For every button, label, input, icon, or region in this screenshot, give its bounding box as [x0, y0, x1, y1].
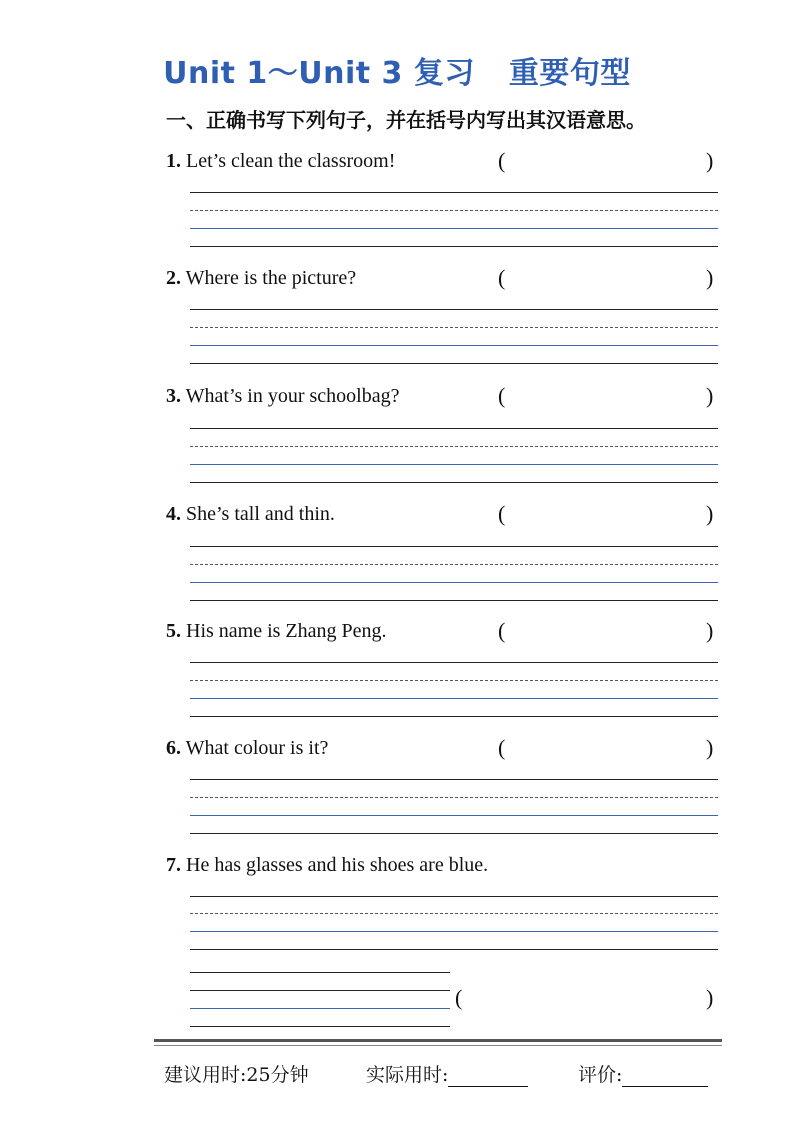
footer-divider [154, 1039, 722, 1042]
question-number: 1. [166, 150, 181, 172]
question-number: 5. [166, 620, 181, 642]
title-topic: 重要句型 [508, 56, 631, 91]
answer-paren-close: ) [706, 618, 714, 643]
question-text: He has glasses and his shoes are blue. [186, 854, 489, 876]
writing-line[interactable] [190, 913, 718, 914]
writing-line[interactable] [190, 1026, 450, 1027]
question-6 [166, 737, 328, 760]
writing-line[interactable] [190, 600, 718, 601]
suggested-time: 建议用时:25分钟 [164, 1064, 309, 1086]
question-text: She’s tall and thin. [186, 503, 335, 525]
writing-line[interactable] [190, 210, 718, 211]
actual-time [366, 1060, 528, 1087]
writing-line[interactable] [190, 192, 718, 193]
writing-line[interactable] [190, 949, 718, 950]
writing-line[interactable] [190, 698, 718, 699]
writing-line[interactable] [190, 896, 718, 897]
writing-line[interactable] [190, 972, 450, 973]
answer-paren-close: ) [706, 265, 714, 290]
writing-line[interactable] [190, 1008, 450, 1009]
writing-line[interactable] [190, 833, 718, 834]
answer-paren-open[interactable]: ( [498, 735, 506, 760]
answer-paren-close: ) [706, 985, 714, 1010]
question-number: 6. [166, 737, 181, 759]
question-3 [166, 385, 399, 408]
question-5 [166, 620, 387, 643]
question-number: 4. [166, 503, 181, 525]
answer-paren-open[interactable]: ( [498, 618, 506, 643]
answer-paren-open[interactable]: ( [498, 501, 506, 526]
writing-line[interactable] [190, 482, 718, 483]
footer-divider-thin [154, 1045, 722, 1046]
writing-line[interactable] [190, 464, 718, 465]
writing-line[interactable] [190, 931, 718, 932]
writing-line[interactable] [190, 309, 718, 310]
answer-paren-open[interactable]: ( [498, 148, 506, 173]
writing-line[interactable] [190, 228, 718, 229]
writing-line[interactable] [190, 582, 718, 583]
answer-paren-close: ) [706, 735, 714, 760]
evaluation [578, 1060, 708, 1087]
question-1 [166, 150, 395, 173]
evaluation-label: 评价: [578, 1064, 623, 1086]
question-number: 3. [166, 385, 181, 407]
evaluation-blank[interactable] [622, 1068, 708, 1087]
writing-line[interactable] [190, 564, 718, 565]
actual-time-blank[interactable] [448, 1068, 528, 1087]
writing-line[interactable] [190, 428, 718, 429]
answer-paren-close: ) [706, 501, 714, 526]
page-title [0, 48, 794, 92]
question-text: What colour is it? [185, 737, 329, 759]
question-7 [166, 854, 488, 877]
writing-line[interactable] [190, 815, 718, 816]
answer-paren-close: ) [706, 148, 714, 173]
question-number: 2. [166, 267, 181, 289]
writing-line[interactable] [190, 446, 718, 447]
question-4 [166, 503, 335, 526]
question-2 [166, 267, 356, 290]
writing-line[interactable] [190, 363, 718, 364]
answer-paren-open[interactable]: ( [498, 383, 506, 408]
actual-time-label: 实际用时: [366, 1064, 449, 1086]
writing-line[interactable] [190, 662, 718, 663]
writing-line[interactable] [190, 716, 718, 717]
writing-line[interactable] [190, 327, 718, 328]
question-text: Where is the picture? [185, 267, 357, 289]
writing-line[interactable] [190, 779, 718, 780]
writing-line[interactable] [190, 680, 718, 681]
answer-paren-close: ) [706, 383, 714, 408]
question-number: 7. [166, 854, 181, 876]
question-text: Let’s clean the classroom! [186, 150, 396, 172]
answer-paren-open[interactable]: ( [455, 985, 463, 1010]
section-instruction: 一、正确书写下列句子，并在括号内写出其汉语意思。 [166, 108, 646, 132]
title-unit-range: Unit 1～Unit 3 复习 [163, 56, 475, 91]
writing-line[interactable] [190, 546, 718, 547]
question-text: His name is Zhang Peng. [186, 620, 387, 642]
writing-line[interactable] [190, 797, 718, 798]
question-text: What’s in your schoolbag? [185, 385, 400, 407]
writing-line[interactable] [190, 345, 718, 346]
answer-paren-open[interactable]: ( [498, 265, 506, 290]
writing-line[interactable] [190, 246, 718, 247]
writing-line[interactable] [190, 990, 450, 991]
